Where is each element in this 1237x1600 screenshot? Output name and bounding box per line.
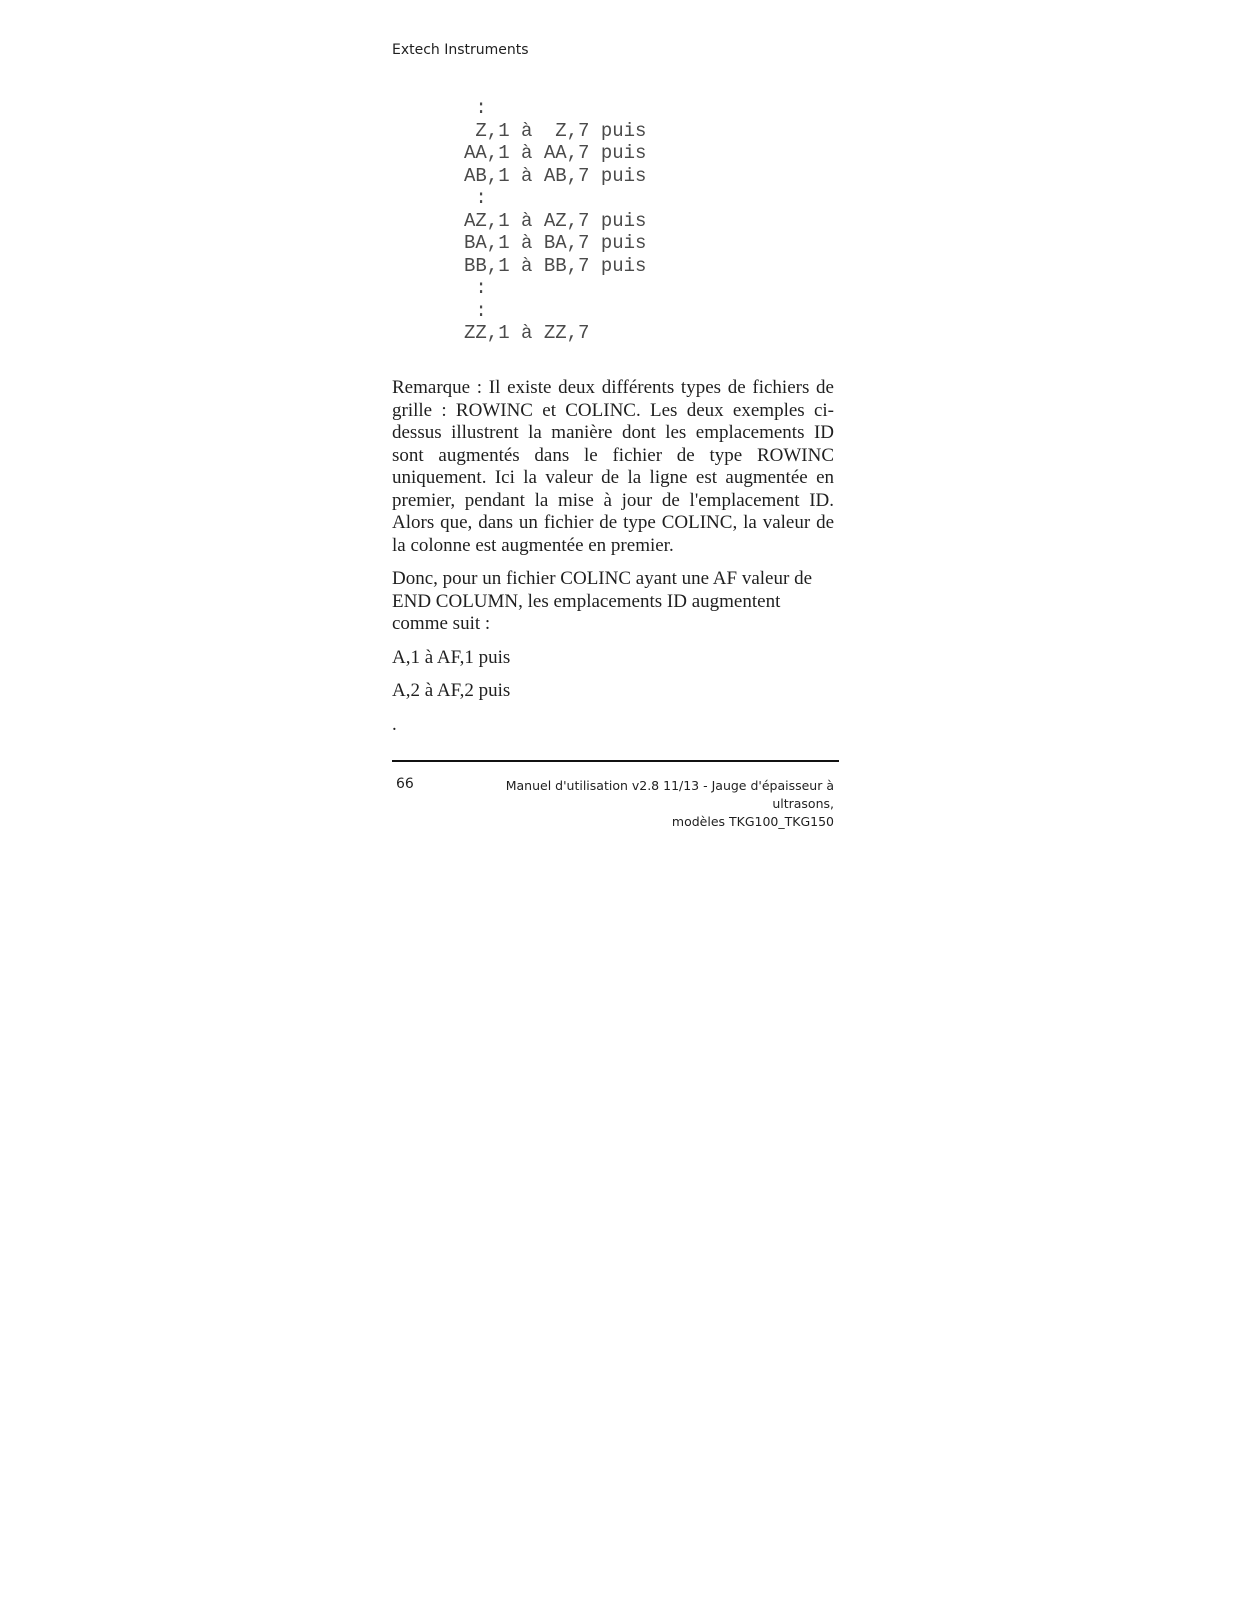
continuation-dot: . bbox=[392, 713, 397, 735]
code-line: : bbox=[464, 97, 487, 119]
code-line: ZZ,1 à ZZ,7 bbox=[464, 322, 590, 344]
footer-manual-title bbox=[454, 777, 834, 831]
code-line: AZ,1 à AZ,7 puis bbox=[464, 209, 647, 232]
code-line: Z,1 à Z,7 puis bbox=[464, 119, 647, 142]
footer-divider bbox=[392, 760, 839, 762]
code-line: : bbox=[464, 187, 487, 209]
footer-manual-line-2: modèles TKG100_TKG150 bbox=[671, 814, 834, 829]
footer-manual-line-1: Manuel d'utilisation v2.8 11/13 - Jauge d'épaisseur à ultrasons, bbox=[505, 778, 834, 811]
page-header-brand: Extech Instruments bbox=[392, 42, 529, 58]
example-line-2: A,2 à AF,2 puis bbox=[392, 680, 511, 701]
code-example-block bbox=[464, 97, 646, 345]
code-line: BA,1 à BA,7 puis bbox=[464, 232, 647, 254]
code-line: AB,1 à AB,7 puis bbox=[464, 164, 647, 187]
code-line: BB,1 à BB,7 puis bbox=[464, 254, 647, 277]
code-line: : bbox=[464, 299, 487, 322]
main-body-text bbox=[392, 377, 834, 747]
remark-paragraph: Remarque : Il existe deux différents types de fichiers de grille : ROWINC et COLINC. Les deux exemples ci-dessus illustrent la manière dont les emplacements ID sont augmentés dans le fichier de type ROWINC uniquement. Ici la valeur de la ligne est augmentée en premier, pendant la mise à jour de l'emplacement ID. Alors que, dans un fichier de type COLINC, la valeur de la colonne est augmentée en premier. bbox=[392, 377, 834, 556]
page-number: 66 bbox=[396, 776, 414, 792]
colinc-intro-paragraph: Donc, pour un fichier COLINC ayant une AF valeur de END COLUMN, les emplacements ID augmentent comme suit : bbox=[392, 568, 813, 634]
example-line-1: A,1 à AF,1 puis bbox=[392, 646, 511, 668]
code-line: AA,1 à AA,7 puis bbox=[464, 142, 647, 164]
code-line: : bbox=[464, 277, 487, 299]
